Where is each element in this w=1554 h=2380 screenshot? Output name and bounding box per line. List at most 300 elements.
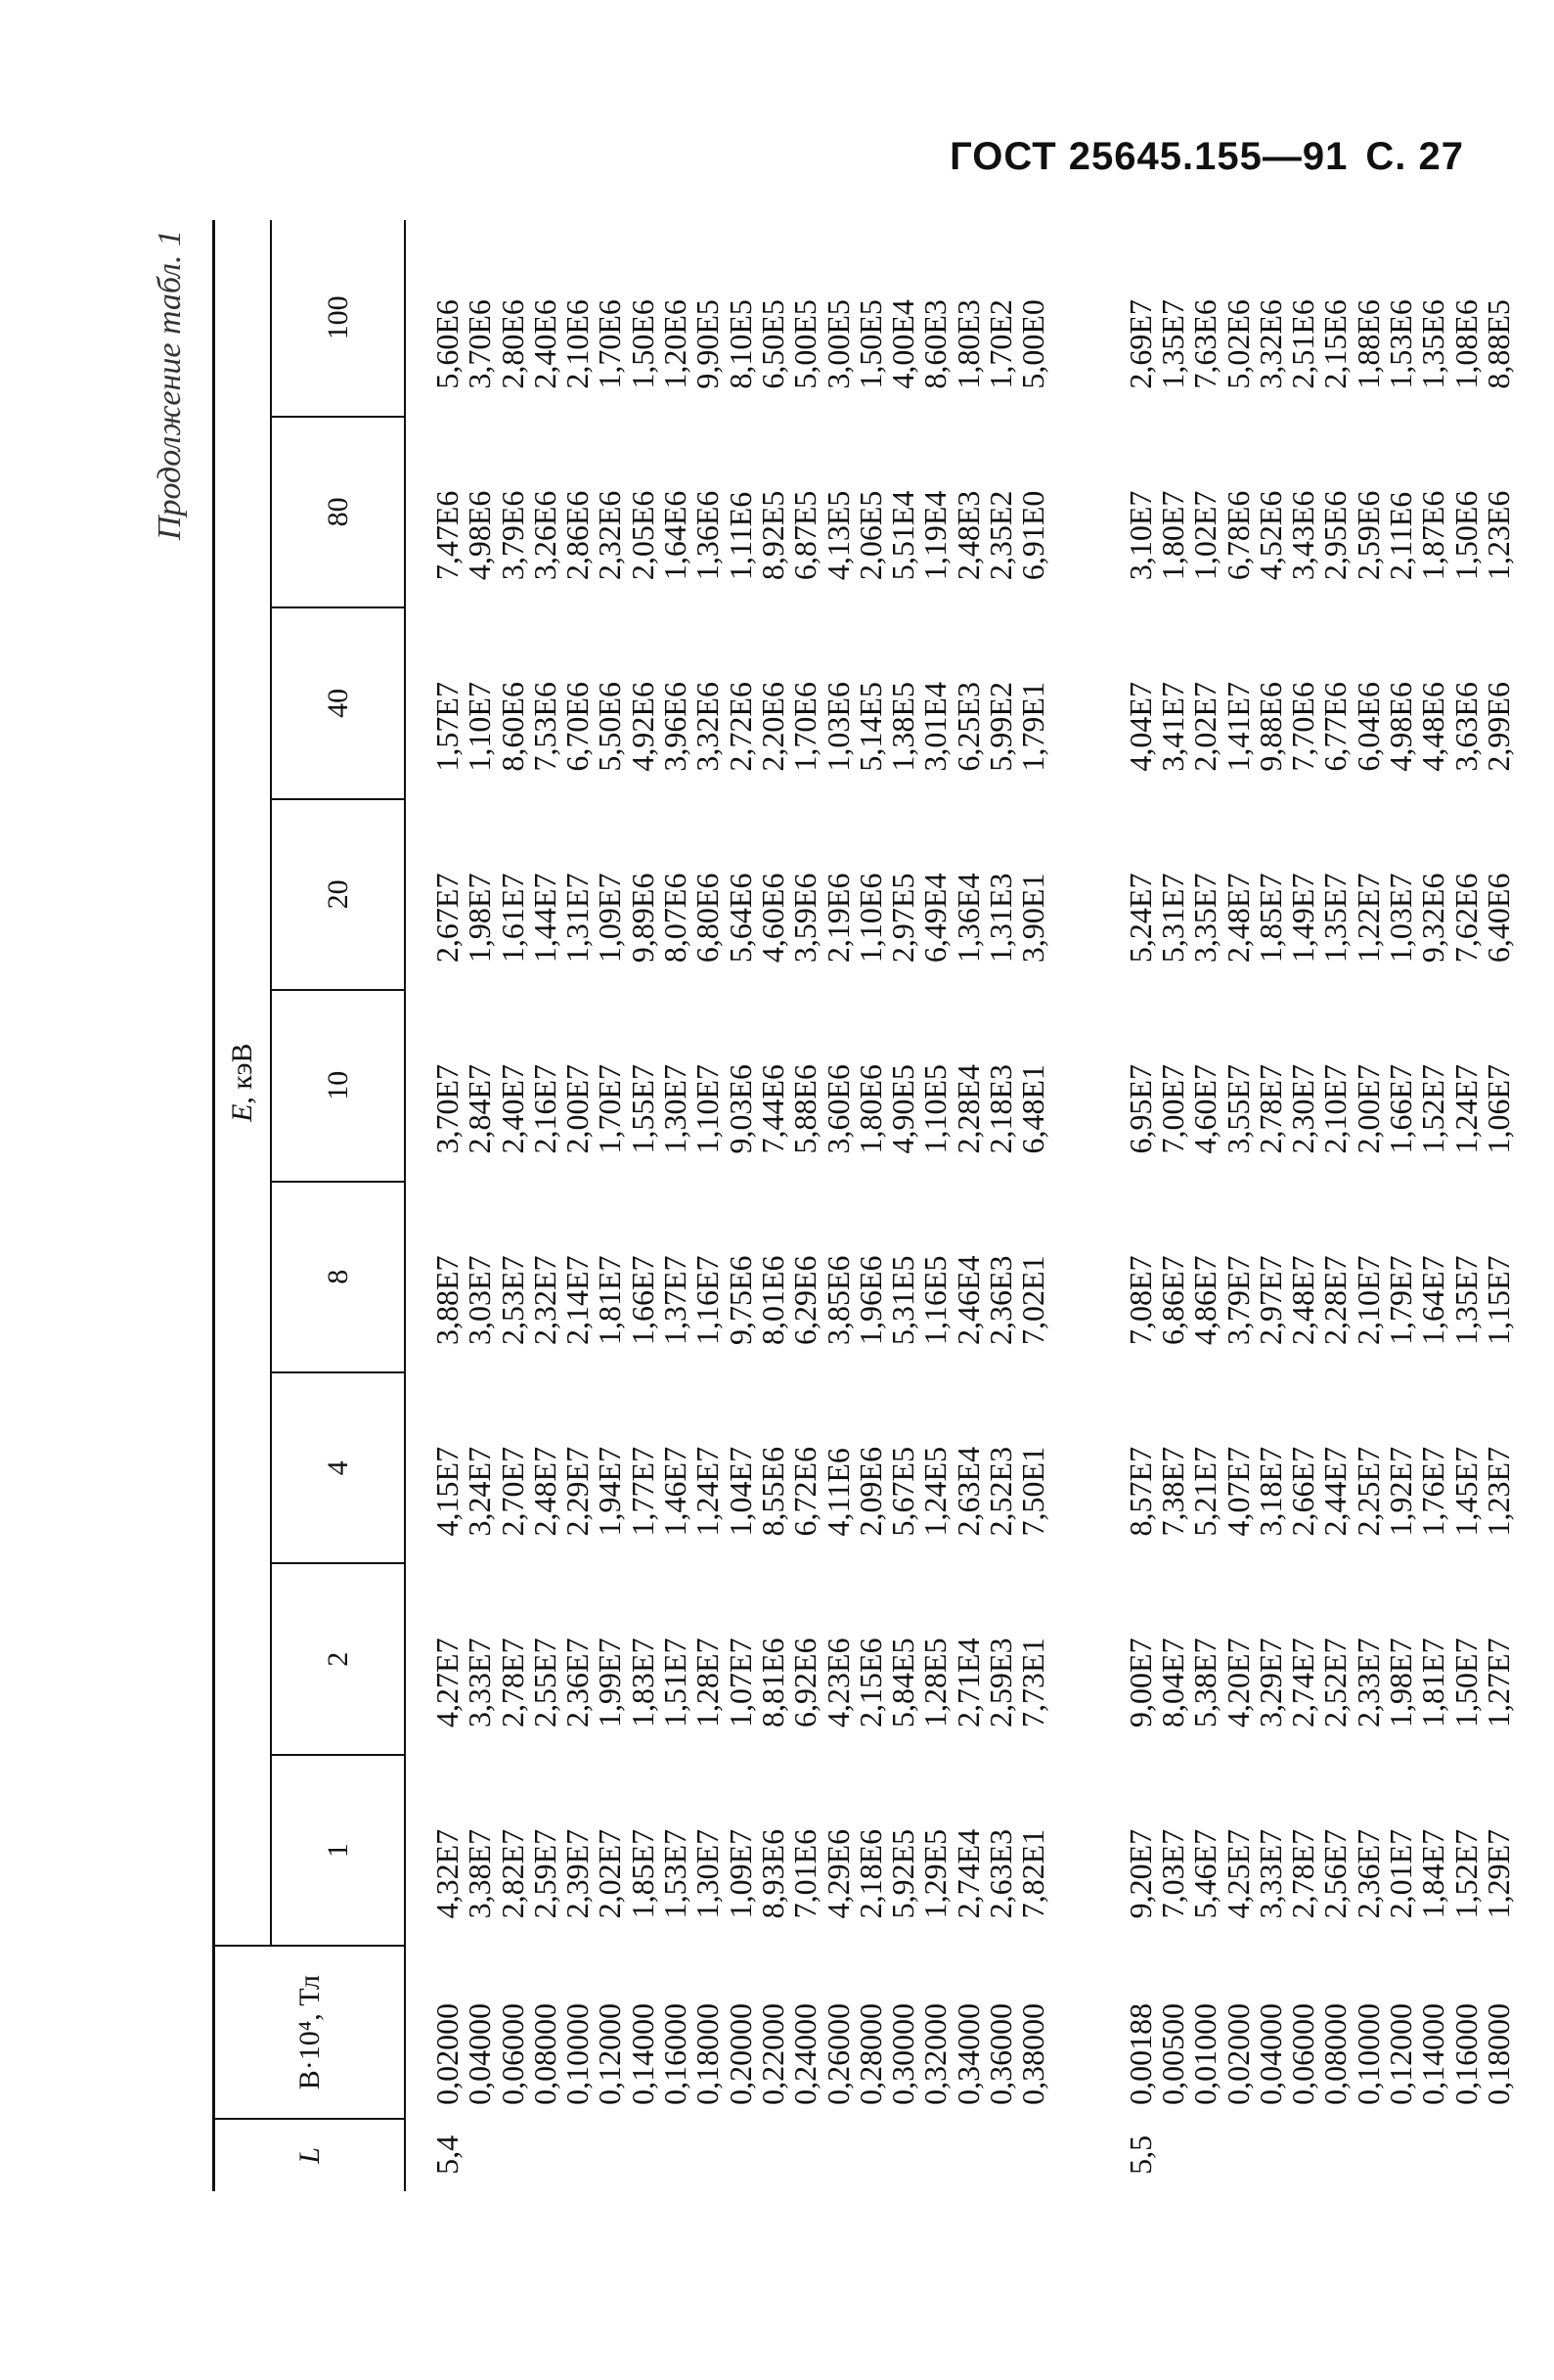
flux-value: 7,03E7 bbox=[1154, 1828, 1190, 1919]
flux-value: 2,95E6 bbox=[1317, 490, 1354, 581]
flux-value: 2,97E5 bbox=[885, 873, 921, 964]
flux-value: 1,92E7 bbox=[1383, 1446, 1419, 1537]
flux-value: 6,04E6 bbox=[1350, 682, 1386, 772]
b-value: 0,14000 bbox=[1415, 2002, 1451, 2105]
flux-value: 2,55E7 bbox=[526, 1638, 562, 1728]
b-value: 0,08000 bbox=[1317, 2002, 1354, 2105]
flux-value: 1,61E7 bbox=[494, 873, 530, 964]
standard-number: ГОСТ 25645.155—91 bbox=[950, 135, 1349, 178]
flux-value: 1,04E7 bbox=[722, 1446, 758, 1537]
flux-values-column bbox=[1099, 1372, 1554, 1563]
flux-value: 7,70E6 bbox=[1285, 682, 1321, 772]
flux-value: 3,29E7 bbox=[1252, 1638, 1288, 1728]
table-caption: Продолжение табл. 1 bbox=[152, 230, 188, 541]
flux-value: 1,29E7 bbox=[1480, 1828, 1516, 1919]
flux-value: 1,77E7 bbox=[624, 1446, 660, 1537]
flux-value: 8,81E6 bbox=[754, 1638, 790, 1728]
flux-value: 1,10E5 bbox=[917, 1063, 954, 1154]
flux-value: 2,10E7 bbox=[1350, 1255, 1386, 1345]
flux-value: 2,72E6 bbox=[722, 682, 758, 772]
flux-value: 1,45E7 bbox=[1447, 1446, 1484, 1537]
flux-value: 3,33E7 bbox=[1252, 1828, 1288, 1919]
flux-value: 1,37E7 bbox=[657, 1255, 693, 1345]
flux-value: 8,57E7 bbox=[1122, 1446, 1158, 1537]
flux-value: 5,21E7 bbox=[1187, 1446, 1223, 1537]
b-value: 0,36000 bbox=[983, 2002, 1019, 2105]
flux-values-column bbox=[405, 799, 1099, 990]
flux-value: 2,39E7 bbox=[559, 1828, 596, 1919]
table-row-group bbox=[405, 220, 1099, 2191]
flux-value: 1,53E6 bbox=[1383, 299, 1419, 389]
flux-value: 1,70E6 bbox=[592, 299, 628, 389]
flux-value: 3,01E4 bbox=[917, 682, 954, 772]
page-number: С. 27 bbox=[1365, 135, 1464, 178]
flux-value: 4,25E7 bbox=[1220, 1828, 1256, 1919]
flux-value: 4,07E7 bbox=[1220, 1446, 1256, 1537]
b-value: 0,02000 bbox=[1220, 2002, 1256, 2105]
b-value: 0,38000 bbox=[1015, 2002, 1051, 2105]
b-value: 0,26000 bbox=[820, 2002, 856, 2105]
flux-value: 2,16E7 bbox=[526, 1063, 562, 1154]
flux-value: 3,00E5 bbox=[820, 299, 856, 389]
flux-value: 1,79E7 bbox=[1383, 1255, 1419, 1345]
flux-value: 6,70E6 bbox=[559, 682, 596, 772]
flux-value: 6,40E6 bbox=[1480, 873, 1516, 964]
flux-value: 1,80E6 bbox=[852, 1063, 888, 1154]
table-row-group bbox=[1099, 220, 1554, 2191]
flux-value: 4,29E6 bbox=[820, 1828, 856, 1919]
flux-value: 1,36E4 bbox=[950, 873, 986, 964]
flux-value: 3,63E6 bbox=[1447, 682, 1484, 772]
flux-values-column bbox=[1099, 417, 1554, 607]
flux-value: 5,92E5 bbox=[885, 1828, 921, 1919]
flux-value: 6,29E6 bbox=[787, 1255, 823, 1345]
flux-value: 3,03E7 bbox=[462, 1255, 498, 1345]
flux-value: 1,29E5 bbox=[917, 1828, 954, 1919]
flux-value: 2,20E6 bbox=[754, 682, 790, 772]
energy-value-header: 40 bbox=[271, 607, 405, 798]
flux-value: 9,88E6 bbox=[1252, 682, 1288, 772]
flux-value: 7,63E6 bbox=[1187, 299, 1223, 389]
flux-value: 1,64E7 bbox=[1415, 1255, 1451, 1345]
flux-value: 2,44E7 bbox=[1317, 1446, 1354, 1537]
flux-value: 3,59E6 bbox=[787, 873, 823, 964]
flux-value: 2,71E4 bbox=[950, 1638, 986, 1728]
flux-value: 1,28E5 bbox=[917, 1638, 954, 1728]
flux-value: 4,86E7 bbox=[1187, 1255, 1223, 1345]
flux-value: 2,36E7 bbox=[1350, 1828, 1386, 1919]
flux-value: 4,32E7 bbox=[429, 1828, 465, 1919]
flux-value: 6,77E6 bbox=[1317, 682, 1354, 772]
flux-value: 1,88E6 bbox=[1350, 299, 1386, 389]
flux-value: 1,09E7 bbox=[592, 873, 628, 964]
flux-value: 2,19E6 bbox=[820, 873, 856, 964]
flux-value: 2,06E5 bbox=[852, 490, 888, 581]
flux-value: 1,16E5 bbox=[917, 1255, 954, 1345]
flux-value: 1,87E6 bbox=[1415, 490, 1451, 581]
flux-value: 5,00E0 bbox=[1015, 299, 1051, 389]
energy-header bbox=[214, 220, 272, 1946]
b-value: 0,16000 bbox=[657, 2002, 693, 2105]
flux-value: 3,26E6 bbox=[526, 490, 562, 581]
b-value: 0,10000 bbox=[1350, 2002, 1386, 2105]
flux-value: 1,35E7 bbox=[1154, 299, 1190, 389]
flux-values-column bbox=[1099, 1182, 1554, 1372]
flux-value: 3,32E6 bbox=[689, 682, 726, 772]
flux-value: 1,09E7 bbox=[722, 1828, 758, 1919]
flux-value: 2,59E3 bbox=[983, 1638, 1019, 1728]
flux-value: 2,66E7 bbox=[1285, 1446, 1321, 1537]
flux-value: 8,10E5 bbox=[722, 299, 758, 389]
flux-value: 1,81E7 bbox=[592, 1255, 628, 1345]
flux-value: 1,55E7 bbox=[624, 1063, 660, 1154]
flux-value: 1,49E7 bbox=[1285, 873, 1321, 964]
flux-value: 3,96E6 bbox=[657, 682, 693, 772]
flux-value: 2,36E7 bbox=[559, 1638, 596, 1728]
flux-value: 1,10E7 bbox=[462, 682, 498, 772]
flux-value: 1,06E7 bbox=[1480, 1063, 1516, 1154]
flux-value: 1,03E7 bbox=[1383, 873, 1419, 964]
flux-value: 1,11E6 bbox=[722, 491, 758, 581]
flux-value: 3,33E7 bbox=[462, 1638, 498, 1728]
flux-value: 3,24E7 bbox=[462, 1446, 498, 1537]
flux-value: 1,85E7 bbox=[624, 1828, 660, 1919]
flux-value: 1,94E7 bbox=[592, 1446, 628, 1537]
flux-value: 4,60E7 bbox=[1187, 1063, 1223, 1154]
flux-value: 4,20E7 bbox=[1220, 1638, 1256, 1728]
flux-value: 1,27E7 bbox=[1480, 1638, 1516, 1728]
flux-value: 1,38E5 bbox=[885, 682, 921, 772]
flux-value: 5,99E2 bbox=[983, 682, 1019, 772]
flux-value: 5,50E6 bbox=[592, 682, 628, 772]
flux-value: 1,57E7 bbox=[429, 682, 465, 772]
flux-value: 1,84E7 bbox=[1415, 1828, 1451, 1919]
flux-value: 1,31E7 bbox=[559, 873, 596, 964]
flux-value: 8,04E7 bbox=[1154, 1638, 1190, 1728]
b-values-column bbox=[1099, 1946, 1554, 2118]
flux-value: 1,07E7 bbox=[722, 1638, 758, 1728]
flux-value: 2,25E7 bbox=[1350, 1446, 1386, 1537]
flux-value: 2,32E6 bbox=[592, 490, 628, 581]
flux-value: 2,01E7 bbox=[1383, 1828, 1419, 1919]
flux-values-column bbox=[405, 1755, 1099, 1946]
flux-value: 9,90E5 bbox=[689, 299, 726, 389]
flux-value: 1,36E6 bbox=[689, 490, 726, 581]
flux-value: 2,86E6 bbox=[559, 490, 596, 581]
energy-symbol: E bbox=[226, 1103, 259, 1122]
flux-value: 7,47E6 bbox=[429, 490, 465, 581]
flux-value: 8,07E6 bbox=[657, 873, 693, 964]
flux-value: 8,88E5 bbox=[1480, 299, 1516, 389]
flux-value: 7,73E1 bbox=[1015, 1638, 1051, 1728]
flux-value: 7,08E7 bbox=[1122, 1255, 1158, 1345]
flux-value: 7,62E6 bbox=[1447, 873, 1484, 964]
flux-values-column bbox=[405, 1182, 1099, 1372]
flux-value: 6,92E6 bbox=[787, 1638, 823, 1728]
flux-value: 9,03E6 bbox=[722, 1063, 758, 1154]
flux-value: 2,78E7 bbox=[1252, 1063, 1288, 1154]
flux-value: 6,25E3 bbox=[950, 682, 986, 772]
flux-value: 3,79E6 bbox=[494, 490, 530, 581]
flux-value: 1,41E7 bbox=[1220, 682, 1256, 772]
flux-value: 4,15E7 bbox=[429, 1446, 465, 1537]
flux-value: 9,32E6 bbox=[1415, 873, 1451, 964]
flux-value: 1,50E5 bbox=[852, 299, 888, 389]
energy-value-header: 10 bbox=[271, 990, 405, 1181]
flux-value: 5,38E7 bbox=[1187, 1638, 1223, 1728]
flux-value: 2,00E7 bbox=[559, 1063, 596, 1154]
flux-value: 1,24E7 bbox=[1447, 1063, 1484, 1154]
energy-value-header: 100 bbox=[271, 220, 405, 417]
flux-value: 8,92E5 bbox=[754, 490, 790, 581]
flux-value: 5,31E5 bbox=[885, 1255, 921, 1345]
b-value: 0,06000 bbox=[494, 2002, 530, 2105]
flux-value: 2,33E7 bbox=[1350, 1638, 1386, 1728]
flux-value: 3,60E6 bbox=[820, 1063, 856, 1154]
flux-value: 6,91E0 bbox=[1015, 490, 1051, 581]
flux-value: 1,28E7 bbox=[689, 1638, 726, 1728]
b-value: 0,34000 bbox=[950, 2002, 986, 2105]
flux-value: 7,38E7 bbox=[1154, 1446, 1190, 1537]
flux-value: 5,24E7 bbox=[1122, 873, 1158, 964]
l-value: 5,4 bbox=[429, 2134, 465, 2175]
b-value: 0,02000 bbox=[429, 2002, 465, 2105]
flux-value: 6,49E4 bbox=[917, 873, 954, 964]
b-value: 0,28000 bbox=[852, 2002, 888, 2105]
flux-value: 1,03E6 bbox=[820, 682, 856, 772]
flux-value: 1,66E7 bbox=[1383, 1063, 1419, 1154]
b-value: 0,12000 bbox=[592, 2002, 628, 2105]
flux-values-column bbox=[1099, 990, 1554, 1181]
flux-value: 2,15E6 bbox=[852, 1638, 888, 1728]
page-header bbox=[950, 135, 1464, 179]
flux-value: 2,70E7 bbox=[494, 1446, 530, 1537]
flux-value: 6,72E6 bbox=[787, 1446, 823, 1537]
flux-value: 2,09E6 bbox=[852, 1446, 888, 1537]
flux-value: 4,48E6 bbox=[1415, 682, 1451, 772]
flux-value: 3,90E1 bbox=[1015, 873, 1051, 964]
flux-value: 4,92E6 bbox=[624, 682, 660, 772]
flux-value: 2,30E7 bbox=[1285, 1063, 1321, 1154]
energy-value-header: 1 bbox=[271, 1755, 405, 1946]
flux-value: 1,80E3 bbox=[950, 299, 986, 389]
flux-value: 2,99E6 bbox=[1480, 682, 1516, 772]
flux-value: 2,35E2 bbox=[983, 490, 1019, 581]
energy-value-header: 2 bbox=[271, 1563, 405, 1754]
b-value: 0,20000 bbox=[722, 2002, 758, 2105]
flux-value: 8,60E6 bbox=[494, 682, 530, 772]
flux-value: 5,60E6 bbox=[429, 299, 465, 389]
flux-value: 2,52E7 bbox=[1317, 1638, 1354, 1728]
flux-value: 1,22E7 bbox=[1350, 873, 1386, 964]
flux-value: 3,70E7 bbox=[429, 1063, 465, 1154]
table-body bbox=[405, 220, 1554, 2191]
flux-values-column bbox=[1099, 607, 1554, 798]
flux-value: 2,28E7 bbox=[1317, 1255, 1354, 1345]
flux-value: 1,24E7 bbox=[689, 1446, 726, 1537]
flux-value: 1,08E6 bbox=[1447, 299, 1484, 389]
flux-value: 2,15E6 bbox=[1317, 299, 1354, 389]
flux-value: 2,40E6 bbox=[526, 299, 562, 389]
flux-value: 1,10E6 bbox=[852, 873, 888, 964]
flux-value: 1,50E7 bbox=[1447, 1638, 1484, 1728]
flux-values-column bbox=[405, 417, 1099, 607]
flux-value: 3,79E7 bbox=[1220, 1255, 1256, 1345]
b-value: 0,00500 bbox=[1154, 2002, 1190, 2105]
flux-value: 8,01E6 bbox=[754, 1255, 790, 1345]
b-value: 0,08000 bbox=[526, 2002, 562, 2105]
flux-value: 6,80E6 bbox=[689, 873, 726, 964]
flux-value: 2,02E7 bbox=[592, 1828, 628, 1919]
b-value: 0,04000 bbox=[1252, 2002, 1288, 2105]
flux-value: 2,52E3 bbox=[983, 1446, 1019, 1537]
flux-value: 3,38E7 bbox=[462, 1828, 498, 1919]
flux-value: 5,02E6 bbox=[1220, 299, 1256, 389]
flux-value: 5,14E5 bbox=[852, 682, 888, 772]
flux-value: 6,78E6 bbox=[1220, 490, 1256, 581]
flux-value: 2,78E7 bbox=[494, 1638, 530, 1728]
flux-value: 3,70E6 bbox=[462, 299, 498, 389]
flux-value: 4,11E6 bbox=[820, 1448, 856, 1537]
flux-value: 7,44E6 bbox=[754, 1063, 790, 1154]
flux-value: 2,48E3 bbox=[950, 490, 986, 581]
flux-value: 7,00E7 bbox=[1154, 1063, 1190, 1154]
flux-value: 2,11E6 bbox=[1383, 491, 1419, 581]
l-value: 5,5 bbox=[1099, 2119, 1554, 2191]
flux-value: 6,50E5 bbox=[754, 299, 790, 389]
data-table bbox=[212, 220, 1554, 2191]
flux-value: 2,67E7 bbox=[429, 873, 465, 964]
flux-value: 1,98E7 bbox=[1383, 1638, 1419, 1728]
flux-value: 1,35E7 bbox=[1447, 1255, 1484, 1345]
flux-value: 2,51E6 bbox=[1285, 299, 1321, 389]
flux-value: 1,52E7 bbox=[1447, 1828, 1484, 1919]
flux-value: 1,51E7 bbox=[657, 1638, 693, 1728]
flux-values-column bbox=[1099, 1755, 1554, 1946]
flux-value: 1,35E7 bbox=[1317, 873, 1354, 964]
flux-value: 2,59E7 bbox=[526, 1828, 562, 1919]
flux-values-column bbox=[405, 220, 1099, 417]
flux-value: 1,02E7 bbox=[1187, 490, 1223, 581]
flux-value: 2,78E7 bbox=[1285, 1828, 1321, 1919]
flux-value: 8,60E3 bbox=[917, 299, 954, 389]
flux-value: 2,74E4 bbox=[950, 1828, 986, 1919]
flux-value: 3,85E6 bbox=[820, 1255, 856, 1345]
flux-value: 1,52E7 bbox=[1415, 1063, 1451, 1154]
flux-value: 3,43E6 bbox=[1285, 490, 1321, 581]
flux-value: 2,48E7 bbox=[1285, 1255, 1321, 1345]
flux-value: 1,70E6 bbox=[787, 682, 823, 772]
flux-value: 4,00E4 bbox=[885, 299, 921, 389]
flux-value: 1,64E6 bbox=[657, 490, 693, 581]
energy-value-header: 4 bbox=[271, 1372, 405, 1563]
flux-value: 1,76E7 bbox=[1415, 1446, 1451, 1537]
flux-value: 7,82E1 bbox=[1015, 1828, 1051, 1919]
flux-value: 4,98E6 bbox=[462, 490, 498, 581]
flux-value: 1,70E2 bbox=[983, 299, 1019, 389]
flux-value: 5,84E5 bbox=[885, 1638, 921, 1728]
flux-value: 2,36E3 bbox=[983, 1255, 1019, 1345]
flux-value: 1,50E6 bbox=[624, 299, 660, 389]
b-value: 0,18000 bbox=[1480, 2002, 1516, 2105]
flux-value: 3,41E7 bbox=[1154, 682, 1190, 772]
flux-value: 1,23E7 bbox=[1480, 1446, 1516, 1537]
flux-value: 7,02E1 bbox=[1015, 1255, 1051, 1345]
flux-value: 6,95E7 bbox=[1122, 1063, 1158, 1154]
flux-value: 1,35E6 bbox=[1415, 299, 1451, 389]
b-value: 0,24000 bbox=[787, 2002, 823, 2105]
flux-value: 1,30E7 bbox=[657, 1063, 693, 1154]
flux-value: 1,79E1 bbox=[1015, 682, 1051, 772]
flux-value: 4,04E7 bbox=[1122, 682, 1158, 772]
flux-value: 9,00E7 bbox=[1122, 1638, 1158, 1728]
b-value: 0,06000 bbox=[1285, 2002, 1321, 2105]
flux-value: 2,48E7 bbox=[1220, 873, 1256, 964]
flux-value: 2,97E7 bbox=[1252, 1255, 1288, 1345]
flux-value: 5,51E4 bbox=[885, 490, 921, 581]
flux-value: 2,53E7 bbox=[494, 1255, 530, 1345]
flux-value: 2,05E6 bbox=[624, 490, 660, 581]
flux-value: 5,88E6 bbox=[787, 1063, 823, 1154]
b-value: 0,32000 bbox=[917, 2002, 954, 2105]
flux-value: 2,63E4 bbox=[950, 1446, 986, 1537]
flux-value: 5,31E7 bbox=[1154, 873, 1190, 964]
flux-value: 4,23E6 bbox=[820, 1638, 856, 1728]
flux-value: 9,89E6 bbox=[624, 873, 660, 964]
b-value: 0,12000 bbox=[1383, 2002, 1419, 2105]
flux-value: 1,16E7 bbox=[689, 1255, 726, 1345]
flux-value: 4,13E5 bbox=[820, 490, 856, 581]
b-value: 0,30000 bbox=[885, 2002, 921, 2105]
flux-value: 2,28E4 bbox=[950, 1063, 986, 1154]
flux-value: 2,29E7 bbox=[559, 1446, 596, 1537]
flux-value: 5,64E6 bbox=[722, 873, 758, 964]
flux-value: 1,31E3 bbox=[983, 873, 1019, 964]
flux-value: 4,52E6 bbox=[1252, 490, 1288, 581]
flux-value: 1,10E7 bbox=[689, 1063, 726, 1154]
flux-value: 2,48E7 bbox=[526, 1446, 562, 1537]
rotated-table-block bbox=[152, 220, 1516, 2191]
flux-value: 2,59E6 bbox=[1350, 490, 1386, 581]
energy-values-row bbox=[271, 220, 405, 2191]
b-value: 0,18000 bbox=[689, 2002, 726, 2105]
b-value: 0,04000 bbox=[462, 2002, 498, 2105]
flux-value: 1,15E7 bbox=[1480, 1255, 1516, 1345]
flux-value: 1,99E7 bbox=[592, 1638, 628, 1728]
flux-value: 2,46E4 bbox=[950, 1255, 986, 1345]
flux-value: 5,67E5 bbox=[885, 1446, 921, 1537]
flux-value: 1,44E7 bbox=[526, 873, 562, 964]
flux-values-column bbox=[1099, 799, 1554, 990]
flux-value: 5,46E7 bbox=[1187, 1828, 1223, 1919]
b-value: 0,00188 bbox=[1122, 2002, 1158, 2105]
flux-value: 1,98E7 bbox=[462, 873, 498, 964]
flux-value: 2,69E7 bbox=[1122, 299, 1158, 389]
flux-value: 2,02E7 bbox=[1187, 682, 1223, 772]
flux-values-column bbox=[405, 990, 1099, 1181]
flux-value: 2,00E7 bbox=[1350, 1063, 1386, 1154]
energy-value-header: 8 bbox=[271, 1182, 405, 1372]
flux-value: 1,23E6 bbox=[1480, 490, 1516, 581]
flux-values-column bbox=[1099, 220, 1554, 417]
b-value: 0,10000 bbox=[559, 2002, 596, 2105]
flux-value: 3,32E6 bbox=[1252, 299, 1288, 389]
flux-value: 1,24E5 bbox=[917, 1446, 954, 1537]
flux-value: 1,80E7 bbox=[1154, 490, 1190, 581]
flux-value: 3,18E7 bbox=[1252, 1446, 1288, 1537]
flux-value: 1,96E6 bbox=[852, 1255, 888, 1345]
flux-value: 1,66E7 bbox=[624, 1255, 660, 1345]
